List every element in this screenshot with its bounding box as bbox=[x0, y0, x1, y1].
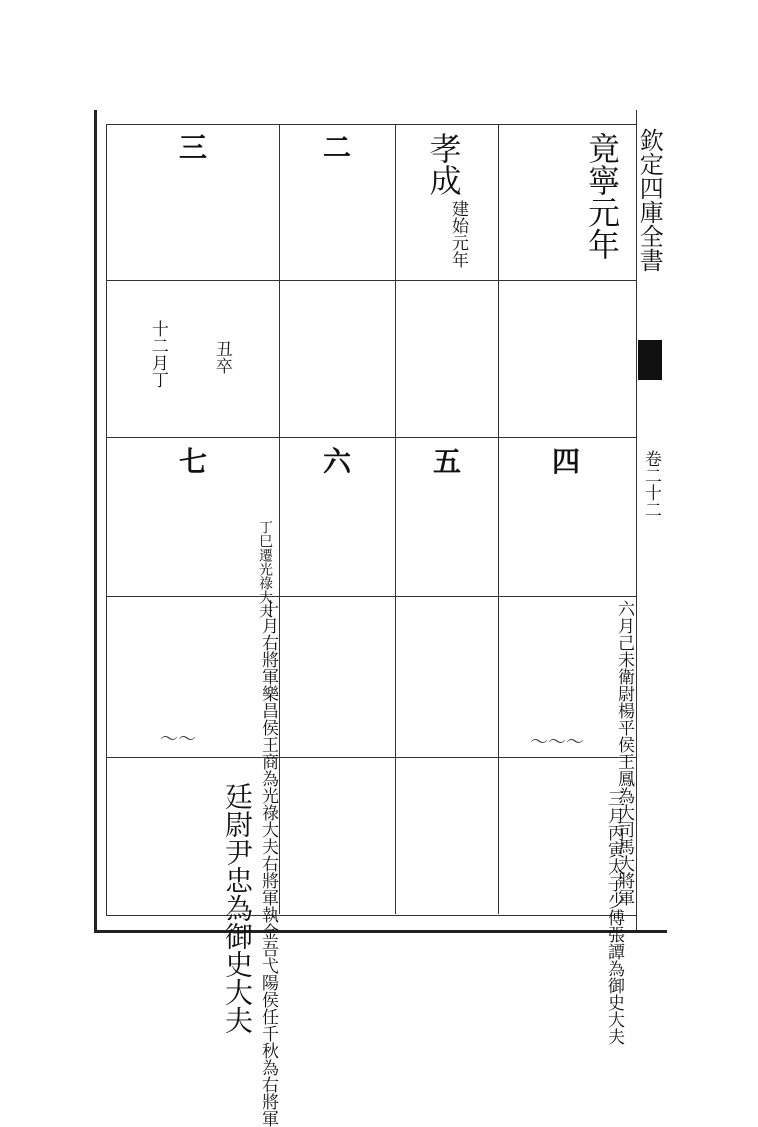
row-divider bbox=[106, 757, 636, 758]
cursive-mark: 〜〜〜 bbox=[530, 732, 584, 753]
row-divider bbox=[106, 280, 636, 281]
era-jianshi: 建始元年 bbox=[448, 200, 468, 268]
year-5: 五 bbox=[432, 445, 461, 478]
entry-zhang-tan: 三月丙寅太子少傅張譚為御史大夫 bbox=[604, 790, 624, 1045]
era-jingning: 竟寧元年 bbox=[583, 132, 621, 260]
entry-yin-zhong: 廷尉尹忠為御史大夫 bbox=[221, 782, 254, 1034]
entry-wang-shang: 十月右將軍樂昌侯王商為光祿大夫右將軍執金吾弋陽侯任千秋為右將軍 bbox=[258, 600, 278, 1127]
row-divider bbox=[106, 437, 636, 438]
emperor-chengdi: 孝成 bbox=[424, 132, 463, 196]
column-divider bbox=[498, 124, 499, 914]
column-divider bbox=[279, 124, 280, 914]
year-4: 四 bbox=[551, 445, 580, 478]
entry-promotion-note: 丁巳遷光祿大夫 bbox=[257, 520, 273, 618]
year-3: 三 bbox=[178, 131, 207, 164]
row-divider bbox=[106, 596, 636, 597]
entry-wang-feng: 六月己未衛尉楊平侯王鳳為大司馬大將軍 bbox=[614, 600, 634, 906]
year-7: 七 bbox=[178, 445, 207, 478]
entry-death-cont: 丑卒 bbox=[211, 340, 232, 374]
column-divider bbox=[395, 124, 396, 914]
cursive-mark: 〜〜 bbox=[160, 729, 196, 750]
volume-label: 卷二十二 bbox=[640, 450, 661, 518]
fish-tail-mark bbox=[638, 340, 662, 380]
entry-death: 十二月丁 bbox=[147, 320, 168, 388]
book-title: 欽定四庫全書 bbox=[635, 128, 664, 272]
year-2: 二 bbox=[322, 131, 351, 164]
year-6: 六 bbox=[322, 445, 351, 478]
